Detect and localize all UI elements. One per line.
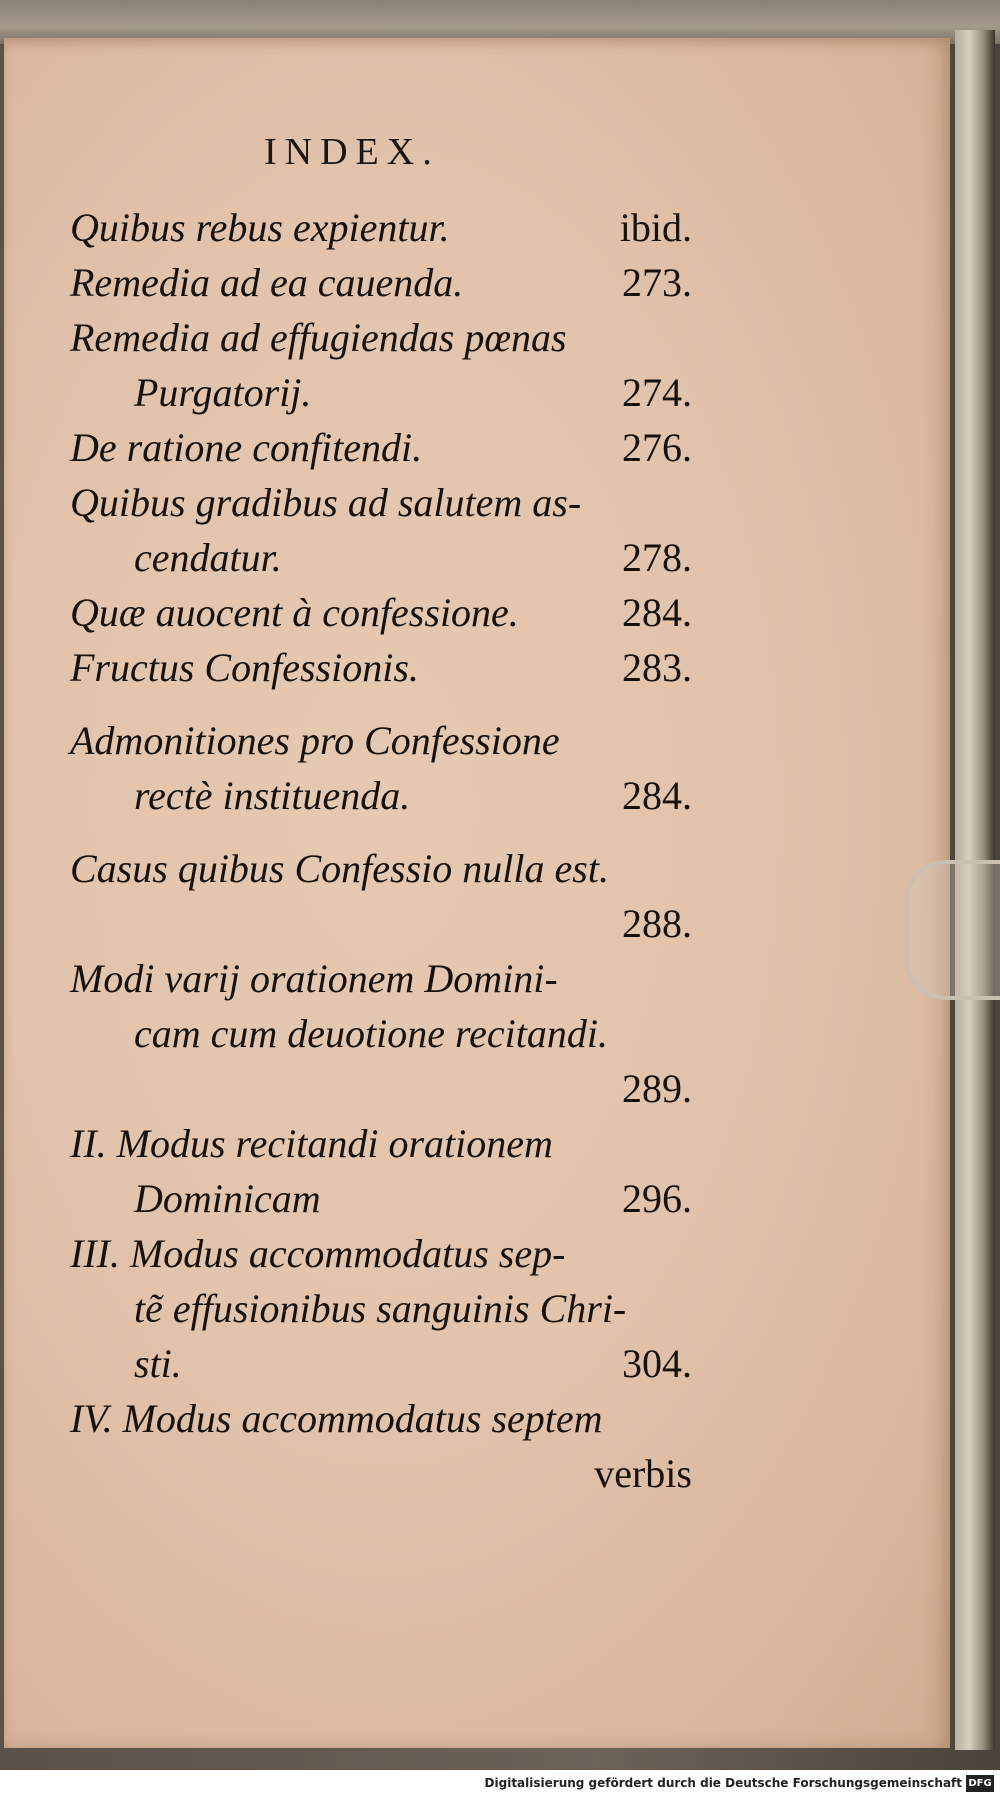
entry-line: [70, 640, 700, 695]
entry-title: Modi varij orationem Domini-: [70, 956, 558, 1001]
footer: [0, 1770, 1000, 1798]
entry-title: Fructus Confessionis.: [70, 645, 419, 690]
entry-title: cendatur.: [134, 535, 282, 580]
entry-page-number: 276.: [622, 425, 692, 470]
index-entry: [70, 841, 700, 951]
entry-gap: [70, 695, 700, 713]
dfg-logo: DFG: [966, 1775, 994, 1792]
index-entry: [70, 310, 700, 420]
entry-line: [70, 1006, 700, 1061]
index-entry: [70, 1226, 700, 1391]
entry-page-number: verbis: [594, 1451, 692, 1496]
running-head: INDEX.: [264, 131, 440, 173]
entry-line: [70, 1226, 700, 1281]
index-entries: [70, 200, 700, 1501]
entry-line: [70, 1061, 700, 1116]
entry-line: [70, 1336, 700, 1391]
entry-title: IV. Modus accommodatus septem: [70, 1396, 603, 1441]
book-page: [4, 38, 950, 1748]
entry-title: Remedia ad ea cauenda.: [70, 260, 464, 305]
entry-line: [70, 420, 700, 475]
index-entry: [70, 200, 700, 255]
entry-line: [70, 255, 700, 310]
entry-page-number: ibid.: [619, 205, 692, 250]
entry-gap: [70, 823, 700, 841]
entry-title: cam cum deuotione recitandi.: [134, 1011, 608, 1056]
index-entry: [70, 1391, 700, 1501]
index-entry: [70, 1116, 700, 1226]
footer-credit: Digitalisierung gefördert durch die Deutsche Forschungsgemeinschaft: [484, 1776, 962, 1790]
book-clasp: [905, 860, 1000, 1000]
entry-title: Casus quibus Confessio nulla est.: [70, 846, 609, 891]
entry-page-number: 274.: [622, 370, 692, 415]
entry-line: [70, 200, 700, 255]
entry-title: Quibus gradibus ad salutem as-: [70, 480, 582, 525]
index-entry: [70, 475, 700, 585]
index-entry: [70, 255, 700, 310]
entry-line: [70, 768, 700, 823]
entry-line: [70, 713, 700, 768]
entry-page-number: 273.: [622, 260, 692, 305]
entry-line: [70, 1446, 700, 1501]
index-entry: [70, 585, 700, 640]
index-entry: [70, 951, 700, 1116]
entry-line: [70, 1171, 700, 1226]
entry-page-number: 284.: [622, 590, 692, 635]
entry-line: [70, 1281, 700, 1336]
entry-title: sti.: [134, 1341, 182, 1386]
entry-page-number: 288.: [622, 901, 692, 946]
entry-line: [70, 365, 700, 420]
entry-title: II. Modus recitandi orationem: [70, 1121, 553, 1166]
entry-title: tẽ effusionibus sanguinis Chri-: [134, 1286, 627, 1331]
entry-page-number: 283.: [622, 645, 692, 690]
entry-title: Quæ auocent à confessione.: [70, 590, 519, 635]
entry-page-number: 304.: [622, 1341, 692, 1386]
entry-page-number: 289.: [622, 1066, 692, 1111]
entry-title: Remedia ad effugiendas pœnas: [70, 315, 567, 360]
index-entry: [70, 640, 700, 695]
entry-title: Dominicam: [134, 1176, 321, 1221]
entry-title: Admonitiones pro Confessione: [70, 718, 560, 763]
entry-line: [70, 585, 700, 640]
index-entry: [70, 713, 700, 823]
entry-title: rectè instituenda.: [134, 773, 411, 818]
entry-title: III. Modus accommodatus sep-: [70, 1231, 566, 1276]
entry-line: [70, 310, 700, 365]
entry-line: [70, 951, 700, 1006]
entry-line: [70, 530, 700, 585]
entry-line: [70, 475, 700, 530]
entry-line: [70, 841, 700, 896]
entry-page-number: 284.: [622, 773, 692, 818]
entry-line: [70, 1391, 700, 1446]
entry-title: Quibus rebus expientur.: [70, 205, 450, 250]
entry-title: De ratione confitendi.: [70, 425, 423, 470]
entry-line: [70, 896, 700, 951]
entry-page-number: 296.: [622, 1176, 692, 1221]
entry-line: [70, 1116, 700, 1171]
entry-page-number: 278.: [622, 535, 692, 580]
entry-title: Purgatorij.: [134, 370, 312, 415]
index-entry: [70, 420, 700, 475]
